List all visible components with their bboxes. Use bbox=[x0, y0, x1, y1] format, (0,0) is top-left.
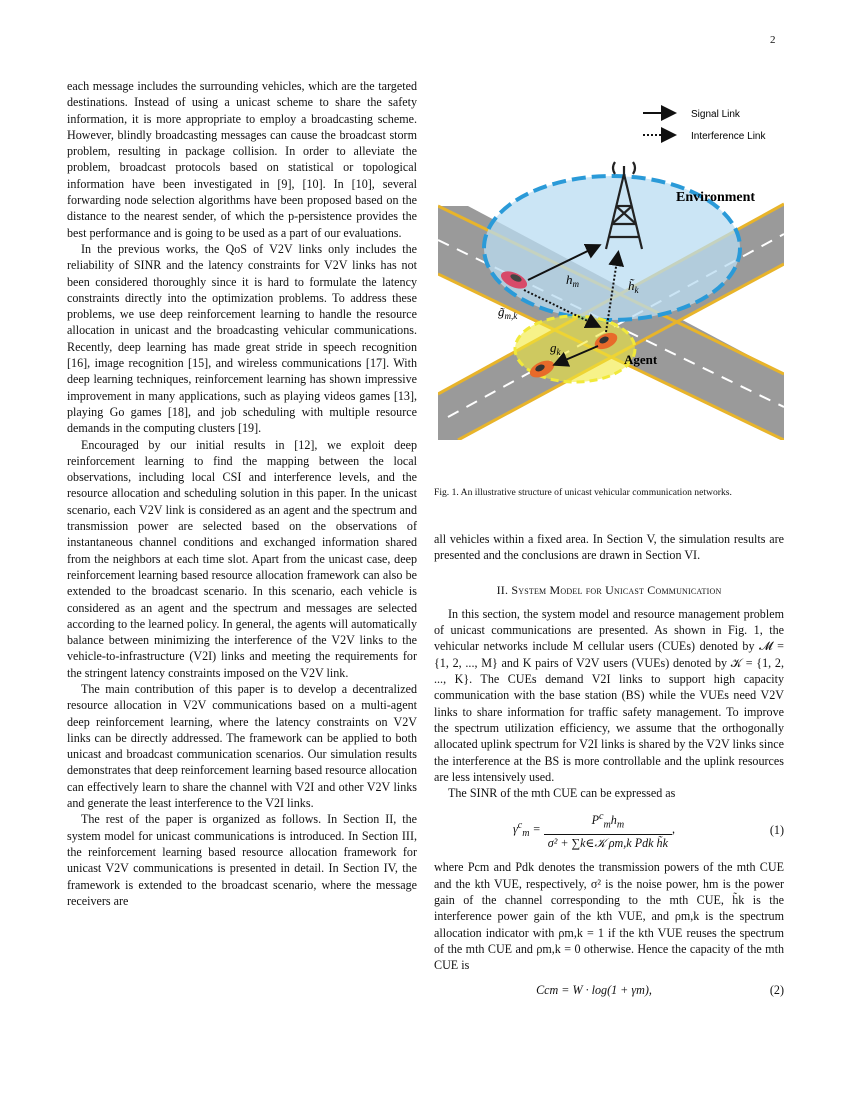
right-paragraph-3: where Pcm and Pdk denotes the transmission powers of the mth CUE and the kth VUE, respectively, σ² is the noise power, hm is the power gain of the channel corresponding to the mth CUE, h̃k is the interference power gain of the kth VUE, and ρm,k is the spectrum allocation indicator with ρm,k = 1 if the kth VUE reuses the spectrum of the mth CUE and ρm,k = 0 otherwise. Hence the capacity of the mth CUE is bbox=[434, 860, 784, 973]
right-column bbox=[434, 531, 784, 1006]
label-hm: $h_m$ bbox=[566, 272, 579, 289]
equation-1-label: (1) bbox=[769, 823, 784, 838]
right-intro-paragraph: all vehicles within a fixed area. In Section V, the simulation results are presented and the conclusions are drawn in Section VI. bbox=[434, 532, 784, 563]
equation-1 bbox=[434, 809, 784, 851]
left-paragraph-1: each message includes the surrounding vehicles, which are the targeted destinations. Instead of using a unicast scheme to share the safety information, it is more appropriate to employ a broadcasting scheme. However, blindly broadcasting messages can cause the broadcast storm problem, resulting in package collision. In order to alleviate the problem, broadcast protocols based on statistical or topological information have been investigated in [9], [10]. In [10], several forwarding node selection algorithms have been proposed based on the distance to the nearest sender, of which the p-persistence provides the best performance and is going to be used as a part of our evaluations. bbox=[67, 79, 417, 240]
network-figure bbox=[438, 94, 784, 440]
section-title: System Model for Unicast Communication bbox=[511, 582, 722, 597]
left-column bbox=[67, 78, 417, 909]
agent-label: Agent bbox=[624, 352, 658, 367]
left-paragraph-3: Encouraged by our initial results in [12], we exploit deep reinforcement learning to find the mapping between the local observations, including local CSI and interference levels, and the resource allocation and scheduling solution in this paper. In the unicast scenario, each V2V link is considered as an agent and the spectrum and transmission power are selected based on the observations of instantaneous channel conditions and exchanged information shared from the neighbors at each time slot. Apart from the unicast case, deep reinforcement learning based resource allocation framework can also be extended to the broadcast scenario. In this scenario, each vehicle is considered as an agent and the spectrum and messages are selected according to the learned policy. In general, the agents will automatically balance between minimizing the interference of the V2V links to the vehicle-to-infrastructure (V2I) links and meeting the requirements for the stringent latency constraints imposed on the V2V link. bbox=[67, 437, 417, 680]
left-paragraph-4: The main contribution of this paper is to develop a decentralized resource allocation in V2V communications based on a multi-agent deep reinforcement learning, where the latency constraints on V2V links can be directly addressed. The framework can be applied to both unicast and broadcast communication scenarios. Our simulation results demonstrates that deep reinforcement learning based resource allocation can effectively learn to share the channel with V2I and other V2V links and generate the least interference to the V2I links. bbox=[67, 681, 417, 811]
section-heading bbox=[434, 582, 784, 598]
right-paragraph-1: In this section, the system model and resource management problem of unicast communications are presented. As shown in Fig. 1, the vehicular networks include M cellular users (CUEs) denoted by 𝓜 = {1, 2, ..., M} and K pairs of V2V users (VUEs) denoted by 𝒦 = {1, 2, ..., K}. The CUEs demand V2I links to support high capacity communication with the base station (BS) while the VUEs need V2V links to share information for traffic safety management. To improve the spectrum utilization efficiency, we assume that the orthogonally allocated uplink spectrum for V2I links is shared by the V2V links since the interference at the BS is more controllable and the uplink resources are less intensively used. bbox=[434, 606, 784, 784]
left-paragraph-2: In the previous works, the QoS of V2V links only includes the reliability of SINR and the latency constraints for V2V links has not been considered thoroughly since it is hard to formulate the latency constraints directly into the optimization problems. To address these problems, we use deep reinforcement learning to handle the resource allocation in unicast and the broadcasting vehicular communications. Recently, deep learning has made great stride in speech recognition [16], image recognition [15], and wireless communications [17]. With deep learning techniques, reinforcement learning has shown impressive improvement in many applications, such as playing videos games [13], playing Go games [18], and job scheduling with multiple resource demands in the computing clusters [19]. bbox=[67, 241, 417, 436]
equation-2-body: Ccm = W · log(1 + γm), bbox=[536, 982, 652, 997]
page-number: 2 bbox=[770, 34, 776, 46]
legend-signal-label: Signal Link bbox=[691, 109, 740, 120]
label-gmk: $g̃_{m,k}$ bbox=[498, 304, 518, 321]
legend-interference-label: Interference Link bbox=[691, 131, 766, 142]
equation-2 bbox=[434, 982, 784, 998]
section-number: II. bbox=[496, 582, 512, 597]
equation-1-body: $\gamma^c_m$ = $\frac{P^c_mh_m}{\text{σ² + ∑k∈𝒦 ρm,k Pdk h̃k}}$ , bbox=[513, 811, 675, 851]
label-gk: $g_k$ bbox=[550, 340, 561, 357]
right-paragraph-2: The SINR of the mth CUE can be expressed as bbox=[448, 786, 676, 801]
equation-2-label: (2) bbox=[769, 982, 784, 997]
environment-label: Environment bbox=[676, 190, 756, 205]
figure-caption: Fig. 1. An illustrative structure of unicast vehicular communication networks. bbox=[434, 487, 732, 498]
left-paragraph-5: The rest of the paper is organized as follows. In Section II, the system model for unicast communications is introduced. In Section III, the reinforcement learning based resource allocation framework for unicast V2V communications is presented in detail. In Section IV, the framework is extended to the broadcast scenario, where the message receivers are bbox=[67, 812, 417, 908]
label-hk: $h̃_k$ bbox=[628, 278, 639, 295]
